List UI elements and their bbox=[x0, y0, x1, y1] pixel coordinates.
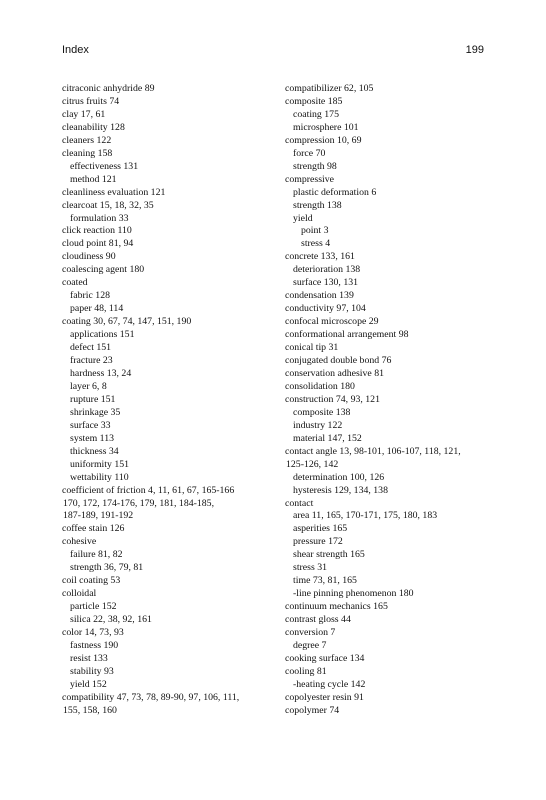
index-subentry: time 73, 81, 165 bbox=[293, 575, 357, 587]
index-subentry: material 147, 152 bbox=[293, 432, 362, 444]
index-entry: consolidation 180 bbox=[285, 380, 355, 392]
index-subentry: surface 130, 131 bbox=[293, 277, 359, 289]
index-entry: cooling 81 bbox=[285, 665, 327, 677]
index-subentry: layer 6, 8 bbox=[70, 380, 107, 392]
index-entry: conservation adhesive 81 bbox=[285, 367, 385, 379]
index-subentry: point 3 bbox=[301, 225, 329, 237]
index-subentry: yield 152 bbox=[70, 678, 107, 690]
index-subentry: effectiveness 131 bbox=[70, 160, 139, 172]
index-subentry: wettability 110 bbox=[70, 471, 129, 483]
index-entry: conversion 7 bbox=[285, 627, 336, 639]
index-subentry: stability 93 bbox=[70, 665, 114, 677]
index-entry: contrast gloss 44 bbox=[285, 614, 351, 626]
index-entry-continuation: 170, 172, 174-176, 179, 181, 184-185, bbox=[63, 497, 215, 509]
index-entry: clearcoat 15, 18, 32, 35 bbox=[62, 199, 154, 211]
index-entry: conical tip 31 bbox=[285, 342, 339, 354]
index-entry: cleaning 158 bbox=[62, 147, 113, 159]
index-entry: coffee stain 126 bbox=[62, 523, 125, 535]
index-subentry: degree 7 bbox=[293, 639, 327, 651]
index-entry: cloudiness 90 bbox=[62, 251, 116, 263]
index-entry: composite 185 bbox=[285, 95, 343, 107]
index-subentry: method 121 bbox=[70, 173, 117, 185]
index-subentry: failure 81, 82 bbox=[70, 549, 123, 561]
index-entry: cohesive bbox=[62, 536, 97, 548]
index-subentry: stress 4 bbox=[301, 238, 331, 250]
index-entry: citraconic anhydride 89 bbox=[62, 83, 155, 94]
index-subentry: composite 138 bbox=[293, 406, 351, 418]
index-subentry: formulation 33 bbox=[70, 212, 129, 224]
index-entry: contact bbox=[285, 497, 314, 509]
index-subentry: coating 175 bbox=[293, 108, 339, 120]
index-entry: continuum mechanics 165 bbox=[285, 601, 388, 613]
index-entry: color 14, 73, 93 bbox=[62, 627, 124, 639]
index-entry: compatibilizer 62, 105 bbox=[285, 83, 374, 94]
index-entry: condensation 139 bbox=[285, 290, 354, 302]
header-title: Index bbox=[62, 44, 89, 56]
index-entry-continuation: 125-126, 142 bbox=[286, 458, 339, 470]
index-subentry: -line pinning phenomenon 180 bbox=[293, 588, 414, 600]
index-entry: cleaners 122 bbox=[62, 134, 112, 146]
index-column-left bbox=[62, 83, 282, 718]
index-entry: compression 10, 69 bbox=[285, 134, 362, 146]
index-entry: colloidal bbox=[62, 588, 97, 600]
index-subentry: particle 152 bbox=[70, 601, 117, 613]
running-header bbox=[62, 44, 484, 60]
index-subentry: yield bbox=[293, 212, 313, 224]
index-entry: compatibility 47, 73, 78, 89-90, 97, 106, 111, bbox=[62, 691, 240, 703]
index-subentry: plastic deformation 6 bbox=[293, 186, 377, 198]
index-entry: coalescing agent 180 bbox=[62, 264, 145, 276]
index-subentry: fabric 128 bbox=[70, 290, 110, 302]
index-entry: concrete 133, 161 bbox=[285, 251, 355, 263]
index-subentry: shrinkage 35 bbox=[70, 406, 121, 418]
index-subentry: surface 33 bbox=[70, 419, 111, 431]
index-entry: cooking surface 134 bbox=[285, 652, 365, 664]
index-entry: construction 74, 93, 121 bbox=[285, 393, 380, 405]
index-entry: cloud point 81, 94 bbox=[62, 238, 134, 250]
index-subentry: uniformity 151 bbox=[70, 458, 130, 470]
index-subentry: microsphere 101 bbox=[293, 121, 359, 133]
index-entry: coating 30, 67, 74, 147, 151, 190 bbox=[62, 316, 192, 328]
index-subentry: thickness 34 bbox=[70, 445, 119, 457]
index-subentry: deterioration 138 bbox=[293, 264, 361, 276]
index-entry: click reaction 110 bbox=[62, 225, 132, 237]
index-entry: coated bbox=[62, 277, 88, 289]
index-subentry: -heating cycle 142 bbox=[293, 678, 366, 690]
index-subentry: pressure 172 bbox=[293, 536, 343, 548]
index-subentry: area 11, 165, 170-171, 175, 180, 183 bbox=[293, 510, 438, 522]
index-entry: copolymer 74 bbox=[285, 704, 340, 716]
index-subentry: defect 151 bbox=[70, 342, 112, 354]
index-entry: citrus fruits 74 bbox=[62, 95, 120, 107]
index-subentry: paper 48, 114 bbox=[70, 303, 124, 315]
index-entry-continuation: 155, 158, 160 bbox=[63, 704, 117, 716]
index-subentry: hysteresis 129, 134, 138 bbox=[293, 484, 388, 496]
index-subentry: fastness 190 bbox=[70, 639, 119, 651]
index-subentry: strength 138 bbox=[293, 199, 342, 211]
index-subentry: system 113 bbox=[70, 432, 114, 444]
page-number: 199 bbox=[465, 44, 484, 56]
index-entry: cleanability 128 bbox=[62, 121, 125, 133]
index-subentry: determination 100, 126 bbox=[293, 471, 385, 483]
index-subentry: strength 98 bbox=[293, 160, 337, 172]
index-entry: compressive bbox=[285, 173, 334, 185]
index-subentry: asperities 165 bbox=[293, 523, 348, 535]
index-column-right bbox=[285, 83, 505, 718]
index-entry-continuation: 187-189, 191-192 bbox=[63, 510, 134, 522]
index-entry: coefficient of friction 4, 11, 61, 67, 165-166 bbox=[62, 484, 235, 496]
index-subentry: resist 133 bbox=[70, 652, 108, 664]
index-entry: coil coating 53 bbox=[62, 575, 121, 587]
index-subentry: shear strength 165 bbox=[293, 549, 365, 561]
index-subentry: strength 36, 79, 81 bbox=[70, 562, 144, 574]
index-entry: cleanliness evaluation 121 bbox=[62, 186, 166, 198]
index-entry: confocal microscope 29 bbox=[285, 316, 379, 328]
index-entry: clay 17, 61 bbox=[62, 108, 106, 120]
index-entry: conductivity 97, 104 bbox=[285, 303, 366, 315]
index-subentry: fracture 23 bbox=[70, 355, 113, 367]
index-subentry: silica 22, 38, 92, 161 bbox=[70, 614, 152, 626]
index-entry: copolyester resin 91 bbox=[285, 691, 364, 703]
index-subentry: industry 122 bbox=[293, 419, 343, 431]
index-subentry: rupture 151 bbox=[70, 393, 116, 405]
index-entry: conformational arrangement 98 bbox=[285, 329, 409, 341]
index-subentry: applications 151 bbox=[70, 329, 135, 341]
index-subentry: hardness 13, 24 bbox=[70, 367, 132, 379]
index-subentry: force 70 bbox=[293, 147, 326, 159]
index-entry: contact angle 13, 98-101, 106-107, 118, 121, bbox=[285, 445, 461, 457]
index-subentry: stress 31 bbox=[293, 562, 328, 574]
index-entry: conjugated double bond 76 bbox=[285, 355, 392, 367]
